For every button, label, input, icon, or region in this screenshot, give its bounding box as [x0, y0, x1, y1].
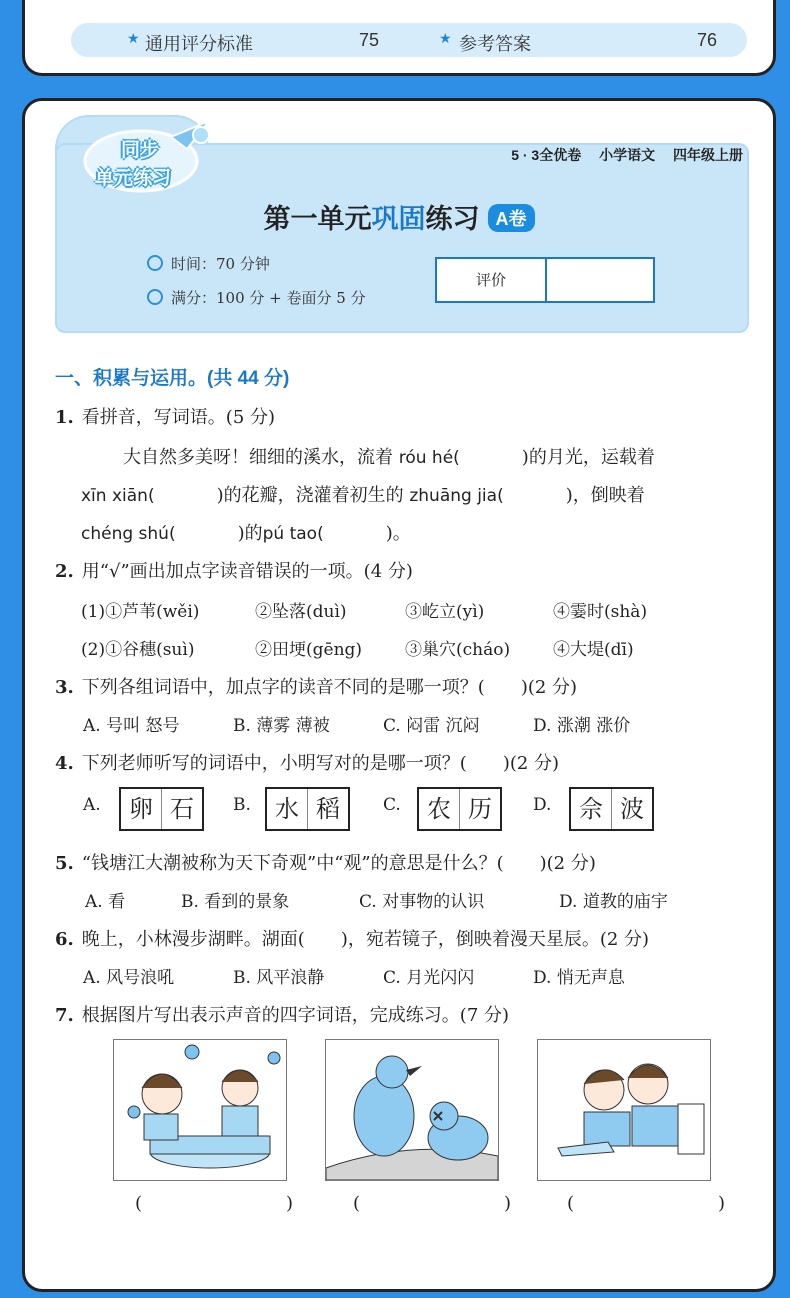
question-stem: 看拼音，写词语。(5 分)	[81, 407, 276, 428]
toc-item-label[interactable]: 参考答案	[459, 34, 531, 54]
q5-option-b[interactable]: B. 看到的景象	[181, 892, 290, 912]
answer-paren[interactable]: ( )	[135, 1193, 294, 1214]
q2-option[interactable]: (1)①芦苇(wěi)	[81, 602, 200, 622]
q3-option-a[interactable]: A. 号叫 怒号	[83, 716, 180, 736]
question-1	[55, 403, 275, 429]
question-stem: 根据图片写出表示声音的四字词语，完成练习。(7 分)	[81, 1005, 510, 1026]
question-4	[55, 749, 559, 775]
q2-option[interactable]: ③屹立(yì)	[405, 602, 485, 622]
word-cell: 历	[468, 795, 492, 823]
unit-practice-badge	[83, 117, 213, 195]
question-5	[55, 849, 596, 875]
badge-line2: 单元练习	[95, 168, 172, 189]
q6-option-d[interactable]: D. 悄无声息	[533, 968, 625, 988]
version-badge: A卷	[488, 204, 535, 232]
question-7	[55, 1001, 509, 1027]
word-cell: 稻	[316, 795, 340, 823]
answer-paren[interactable]: ( )	[567, 1193, 726, 1214]
question-number: 7.	[55, 1005, 74, 1026]
pinyin: xīn xiān(	[81, 486, 155, 506]
question-3	[55, 673, 577, 699]
q4-option-a[interactable]	[119, 787, 204, 831]
q4-option-b[interactable]	[265, 787, 350, 831]
word-cell: 石	[170, 795, 194, 823]
q4-letter: A.	[83, 795, 101, 815]
star-icon: ★	[439, 30, 452, 46]
question-stem: 下列老师听写的词语中，小明写对的是哪一项？( )(2 分)	[81, 753, 560, 774]
question-number: 1.	[55, 407, 74, 428]
q4-letter: D.	[533, 795, 552, 815]
question-number: 3.	[55, 677, 74, 698]
time-text: 时间：70 分钟	[171, 255, 270, 273]
word-cell: 卵	[121, 789, 162, 829]
q3-option-c[interactable]: C. 闷雷 沉闷	[383, 716, 480, 736]
q1-line2	[81, 481, 645, 507]
pinyin: zhuāng jia(	[409, 486, 504, 506]
q2-option[interactable]: ④大堤(dī)	[553, 640, 634, 660]
time-info	[147, 253, 270, 274]
toc-item-label[interactable]: 通用评分标准	[145, 34, 253, 54]
q5-option-a[interactable]: A. 看	[85, 892, 126, 912]
series-grade: 四年级上册	[673, 147, 743, 163]
q1-line1	[123, 443, 655, 469]
series-subject: 小学语文	[599, 147, 656, 163]
q2-option[interactable]: ②田埂(gēng)	[255, 640, 363, 660]
check-icon	[147, 289, 163, 305]
toc-item-page: 76	[697, 30, 718, 50]
q2-option[interactable]: ②坠落(duì)	[255, 602, 347, 622]
q6-option-a[interactable]: A. 风号浪吼	[83, 968, 175, 988]
q1-text: )。	[385, 523, 411, 544]
series-name: 5 · 3全优卷	[511, 147, 582, 163]
score-text: 满分：100 分 + 卷面分 5 分	[171, 289, 366, 307]
question-2	[55, 557, 413, 583]
q1-line3	[81, 519, 411, 545]
question-stem: 晚上，小林漫步湖畔。湖面( )，宛若镜子，倒映着漫天星辰。(2 分)	[81, 929, 650, 950]
toc-card	[22, 0, 776, 76]
pinyin: pú tao(	[262, 524, 324, 544]
worksheet-card	[22, 98, 776, 1292]
q4-letter: B.	[233, 795, 251, 815]
picture-birds	[325, 1039, 499, 1181]
question-stem: 用“√”画出加点字读音错误的一项。(4 分)	[81, 561, 413, 582]
badge-line1: 同步	[121, 140, 160, 161]
children-drum-illustration	[114, 1040, 286, 1180]
clock-icon	[147, 255, 163, 271]
page-title	[25, 197, 773, 236]
q5-option-d[interactable]: D. 道教的庙宇	[559, 892, 668, 912]
title-highlight: 巩固	[371, 204, 426, 234]
q2-option[interactable]: ③巢穴(cháo)	[405, 640, 511, 660]
q1-text: )，倒映着	[565, 485, 645, 506]
word-cell: 农	[419, 789, 460, 829]
word-cell: 佘	[571, 789, 612, 829]
question-number: 6.	[55, 929, 74, 950]
question-stem: “钱塘江大潮被称为天下奇观”中“观”的意思是什么？( )(2 分)	[81, 853, 596, 874]
q5-option-c[interactable]: C. 对事物的认识	[359, 892, 485, 912]
title-part: 第一单元	[263, 204, 372, 234]
series-info	[497, 145, 743, 165]
pinyin: róu hé(	[398, 448, 460, 468]
section-title: 一、积累与运用。(共 44 分)	[55, 368, 290, 389]
picture-children-whisper	[537, 1039, 711, 1181]
q3-option-b[interactable]: B. 薄雾 薄被	[233, 716, 330, 736]
question-number: 5.	[55, 853, 74, 874]
rating-box	[435, 257, 655, 303]
score-info	[147, 287, 366, 308]
q2-option[interactable]: ④霎时(shà)	[553, 602, 648, 622]
star-icon: ★	[127, 30, 140, 46]
word-cell: 水	[267, 789, 308, 829]
birds-illustration	[326, 1040, 498, 1180]
q6-option-b[interactable]: B. 风平浪静	[233, 968, 325, 988]
q1-text: 大自然多美呀！细细的溪水，流着	[123, 447, 393, 468]
pinyin: chéng shú(	[81, 524, 176, 544]
word-cell: 波	[620, 795, 644, 823]
question-6	[55, 925, 649, 951]
q3-option-d[interactable]: D. 涨潮 涨价	[533, 716, 631, 736]
q4-option-c[interactable]	[417, 787, 502, 831]
rating-label: 评价	[437, 259, 547, 301]
question-stem: 下列各组词语中，加点字的读音不同的是哪一项？( )(2 分)	[81, 677, 578, 698]
title-part: 练习	[425, 204, 480, 234]
toc-bar	[71, 23, 747, 57]
toc-item-page: 75	[359, 30, 380, 50]
children-whisper-illustration	[538, 1040, 710, 1180]
picture-children-drum	[113, 1039, 287, 1181]
question-number: 4.	[55, 753, 74, 774]
q4-option-d[interactable]	[569, 787, 654, 831]
q1-text: )的	[237, 523, 263, 544]
q6-option-c[interactable]: C. 月光闪闪	[383, 968, 475, 988]
q1-text: )的月光，运载着	[521, 447, 655, 468]
question-number: 2.	[55, 561, 74, 582]
answer-paren[interactable]: ( )	[353, 1193, 512, 1214]
q2-option[interactable]: (2)①谷穗(suì)	[81, 640, 195, 660]
q4-letter: C.	[383, 795, 401, 815]
q1-text: )的花瓣，浇灌着初生的	[216, 485, 404, 506]
